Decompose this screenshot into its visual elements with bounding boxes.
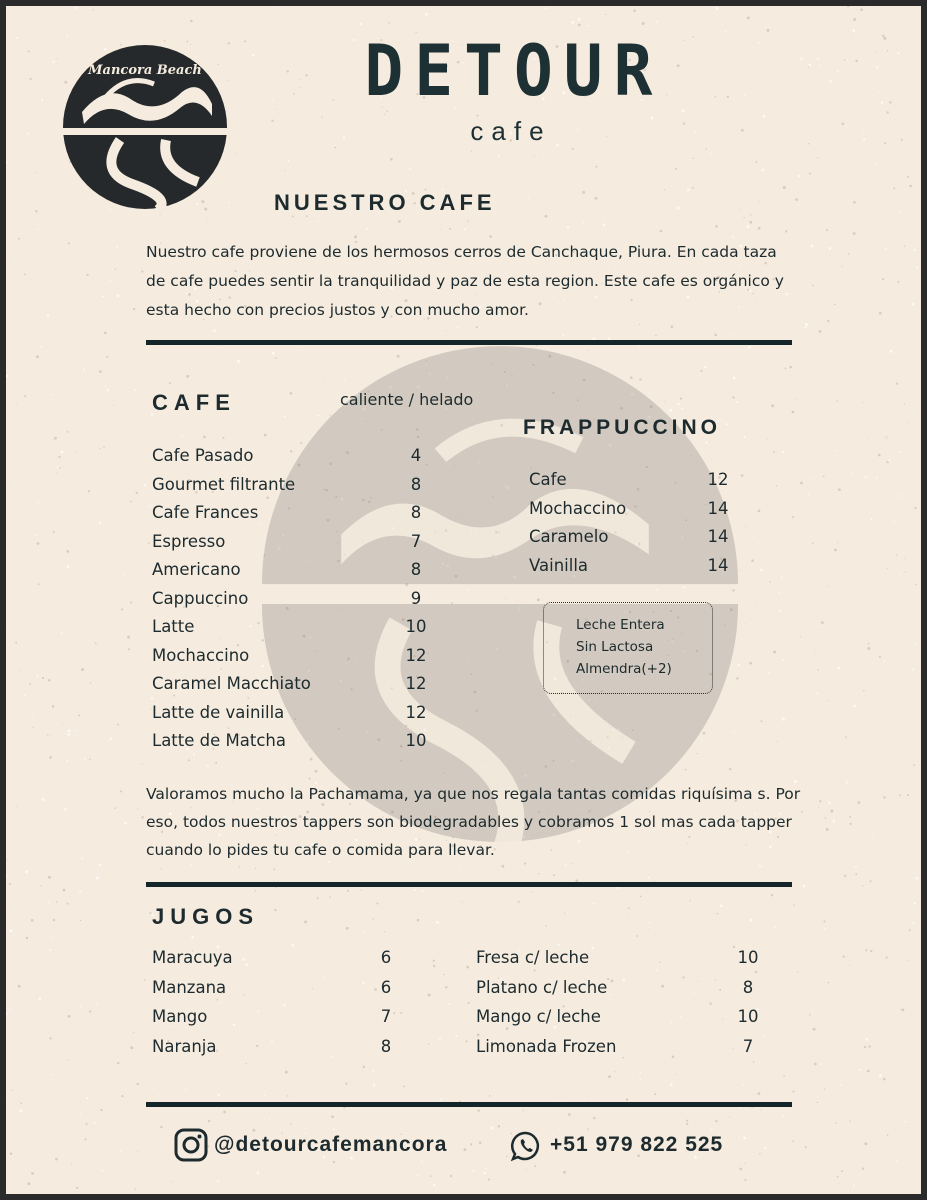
sustainability-note: Valoramos mucho la Pachamama, ya que nos regala tantas comidas riquísima s. Por eso, todos nuestros tappers son biodegradables y cobramos 1 sol mas cada tapper cuando lo pides tu cafe o comida para llevar. bbox=[146, 785, 801, 859]
cafe-item-name: Cafe Frances bbox=[152, 503, 259, 522]
frappuccino-item-name: Vainilla bbox=[529, 555, 589, 575]
whatsapp-icon bbox=[510, 1130, 542, 1162]
divider bbox=[146, 340, 792, 345]
jugos-item-name: Platano c/ leche bbox=[476, 977, 608, 997]
milk-options-box bbox=[543, 602, 713, 694]
cafe-item-price: 12 bbox=[405, 674, 427, 693]
instagram-handle[interactable]: @detourcafemancora bbox=[214, 1133, 448, 1156]
divider bbox=[146, 1102, 792, 1107]
jugos-item-name: Mango bbox=[152, 1007, 208, 1026]
cafe-item-price: 12 bbox=[405, 645, 427, 665]
jugos-item-price: 10 bbox=[737, 1007, 759, 1026]
cafe-item-name: Americano bbox=[152, 560, 241, 579]
jugos-item-name: Limonada Frozen bbox=[476, 1036, 617, 1056]
frappuccino-item-price: 14 bbox=[707, 555, 729, 575]
frappuccino-item-name: Caramelo bbox=[529, 527, 609, 546]
cafe-item-name: Latte de Matcha bbox=[152, 731, 286, 750]
cafe-item-name: Cafe Pasado bbox=[152, 446, 254, 465]
cafe-item-price: 12 bbox=[405, 702, 427, 722]
cafe-item-price: 10 bbox=[405, 617, 427, 636]
frappuccino-heading: FRAPPUCCINO bbox=[523, 416, 722, 439]
jugos-heading: JUGOS bbox=[152, 904, 260, 929]
cafe-item-price: 9 bbox=[410, 588, 422, 608]
frappuccino-item-name: Cafe bbox=[529, 470, 567, 489]
jugos-item-price: 10 bbox=[737, 948, 759, 967]
cafe-item-name: Latte bbox=[152, 617, 195, 636]
jugos-item-price: 6 bbox=[380, 977, 392, 997]
jugos-item-name: Naranja bbox=[152, 1036, 217, 1056]
jugos-item-price: 7 bbox=[380, 1007, 392, 1026]
cafe-item-name: Latte de vainilla bbox=[152, 702, 285, 722]
brand-logo bbox=[62, 42, 228, 212]
cafe-item-name: Gourmet filtrante bbox=[152, 474, 296, 494]
instagram-icon bbox=[174, 1128, 208, 1162]
cafe-item-price: 10 bbox=[405, 731, 427, 750]
frappuccino-item-price: 14 bbox=[707, 498, 729, 518]
jugos-item-price: 8 bbox=[380, 1036, 392, 1056]
frappuccino-item-price: 14 bbox=[707, 527, 729, 546]
jugos-item-price: 7 bbox=[742, 1036, 754, 1056]
cafe-heading: CAFE bbox=[152, 390, 236, 415]
phone-number[interactable]: +51 979 822 525 bbox=[550, 1133, 724, 1156]
intro-text: Nuestro cafe proviene de los hermosos cerros de Canchaque, Piura. En cada taza de cafe puedes sentir la tranquilidad y paz de esta region. Este cafe es orgánico y esta hecho con precios justos y con mucho amor. bbox=[146, 243, 784, 319]
frappuccino-item-name: Mochaccino bbox=[529, 498, 627, 518]
jugos-item-name: Mango c/ leche bbox=[476, 1007, 601, 1026]
milk-option: Almendra(+2) bbox=[576, 661, 672, 677]
jugos-item-price: 6 bbox=[380, 948, 392, 967]
intro-heading: NUESTRO CAFE bbox=[274, 190, 496, 215]
cafe-item-name: Caramel Macchiato bbox=[152, 674, 311, 693]
cafe-item-price: 7 bbox=[410, 531, 422, 551]
divider bbox=[146, 882, 792, 887]
cafe-item-name: Mochaccino bbox=[152, 645, 250, 665]
cafe-temperature-note: caliente / helado bbox=[340, 390, 474, 409]
cafe-item-price: 4 bbox=[410, 446, 422, 465]
frappuccino-item-price: 12 bbox=[707, 470, 729, 489]
cafe-item-price: 8 bbox=[410, 474, 422, 494]
brand-title: DETOUR bbox=[364, 30, 664, 112]
jugos-item-price: 8 bbox=[742, 977, 754, 997]
milk-option: Sin Lactosa bbox=[576, 639, 654, 655]
cafe-item-price: 8 bbox=[410, 503, 422, 522]
cafe-item-name: Espresso bbox=[152, 531, 226, 551]
cafe-item-name: Cappuccino bbox=[152, 588, 249, 608]
milk-option: Leche Entera bbox=[576, 617, 665, 633]
jugos-item-name: Maracuya bbox=[152, 948, 233, 967]
jugos-item-name: Manzana bbox=[152, 977, 227, 997]
jugos-item-name: Fresa c/ leche bbox=[476, 948, 590, 967]
logo-text: Mancora Beach bbox=[88, 63, 202, 78]
brand-subtitle: cafe bbox=[470, 116, 552, 146]
cafe-item-price: 8 bbox=[410, 560, 422, 579]
